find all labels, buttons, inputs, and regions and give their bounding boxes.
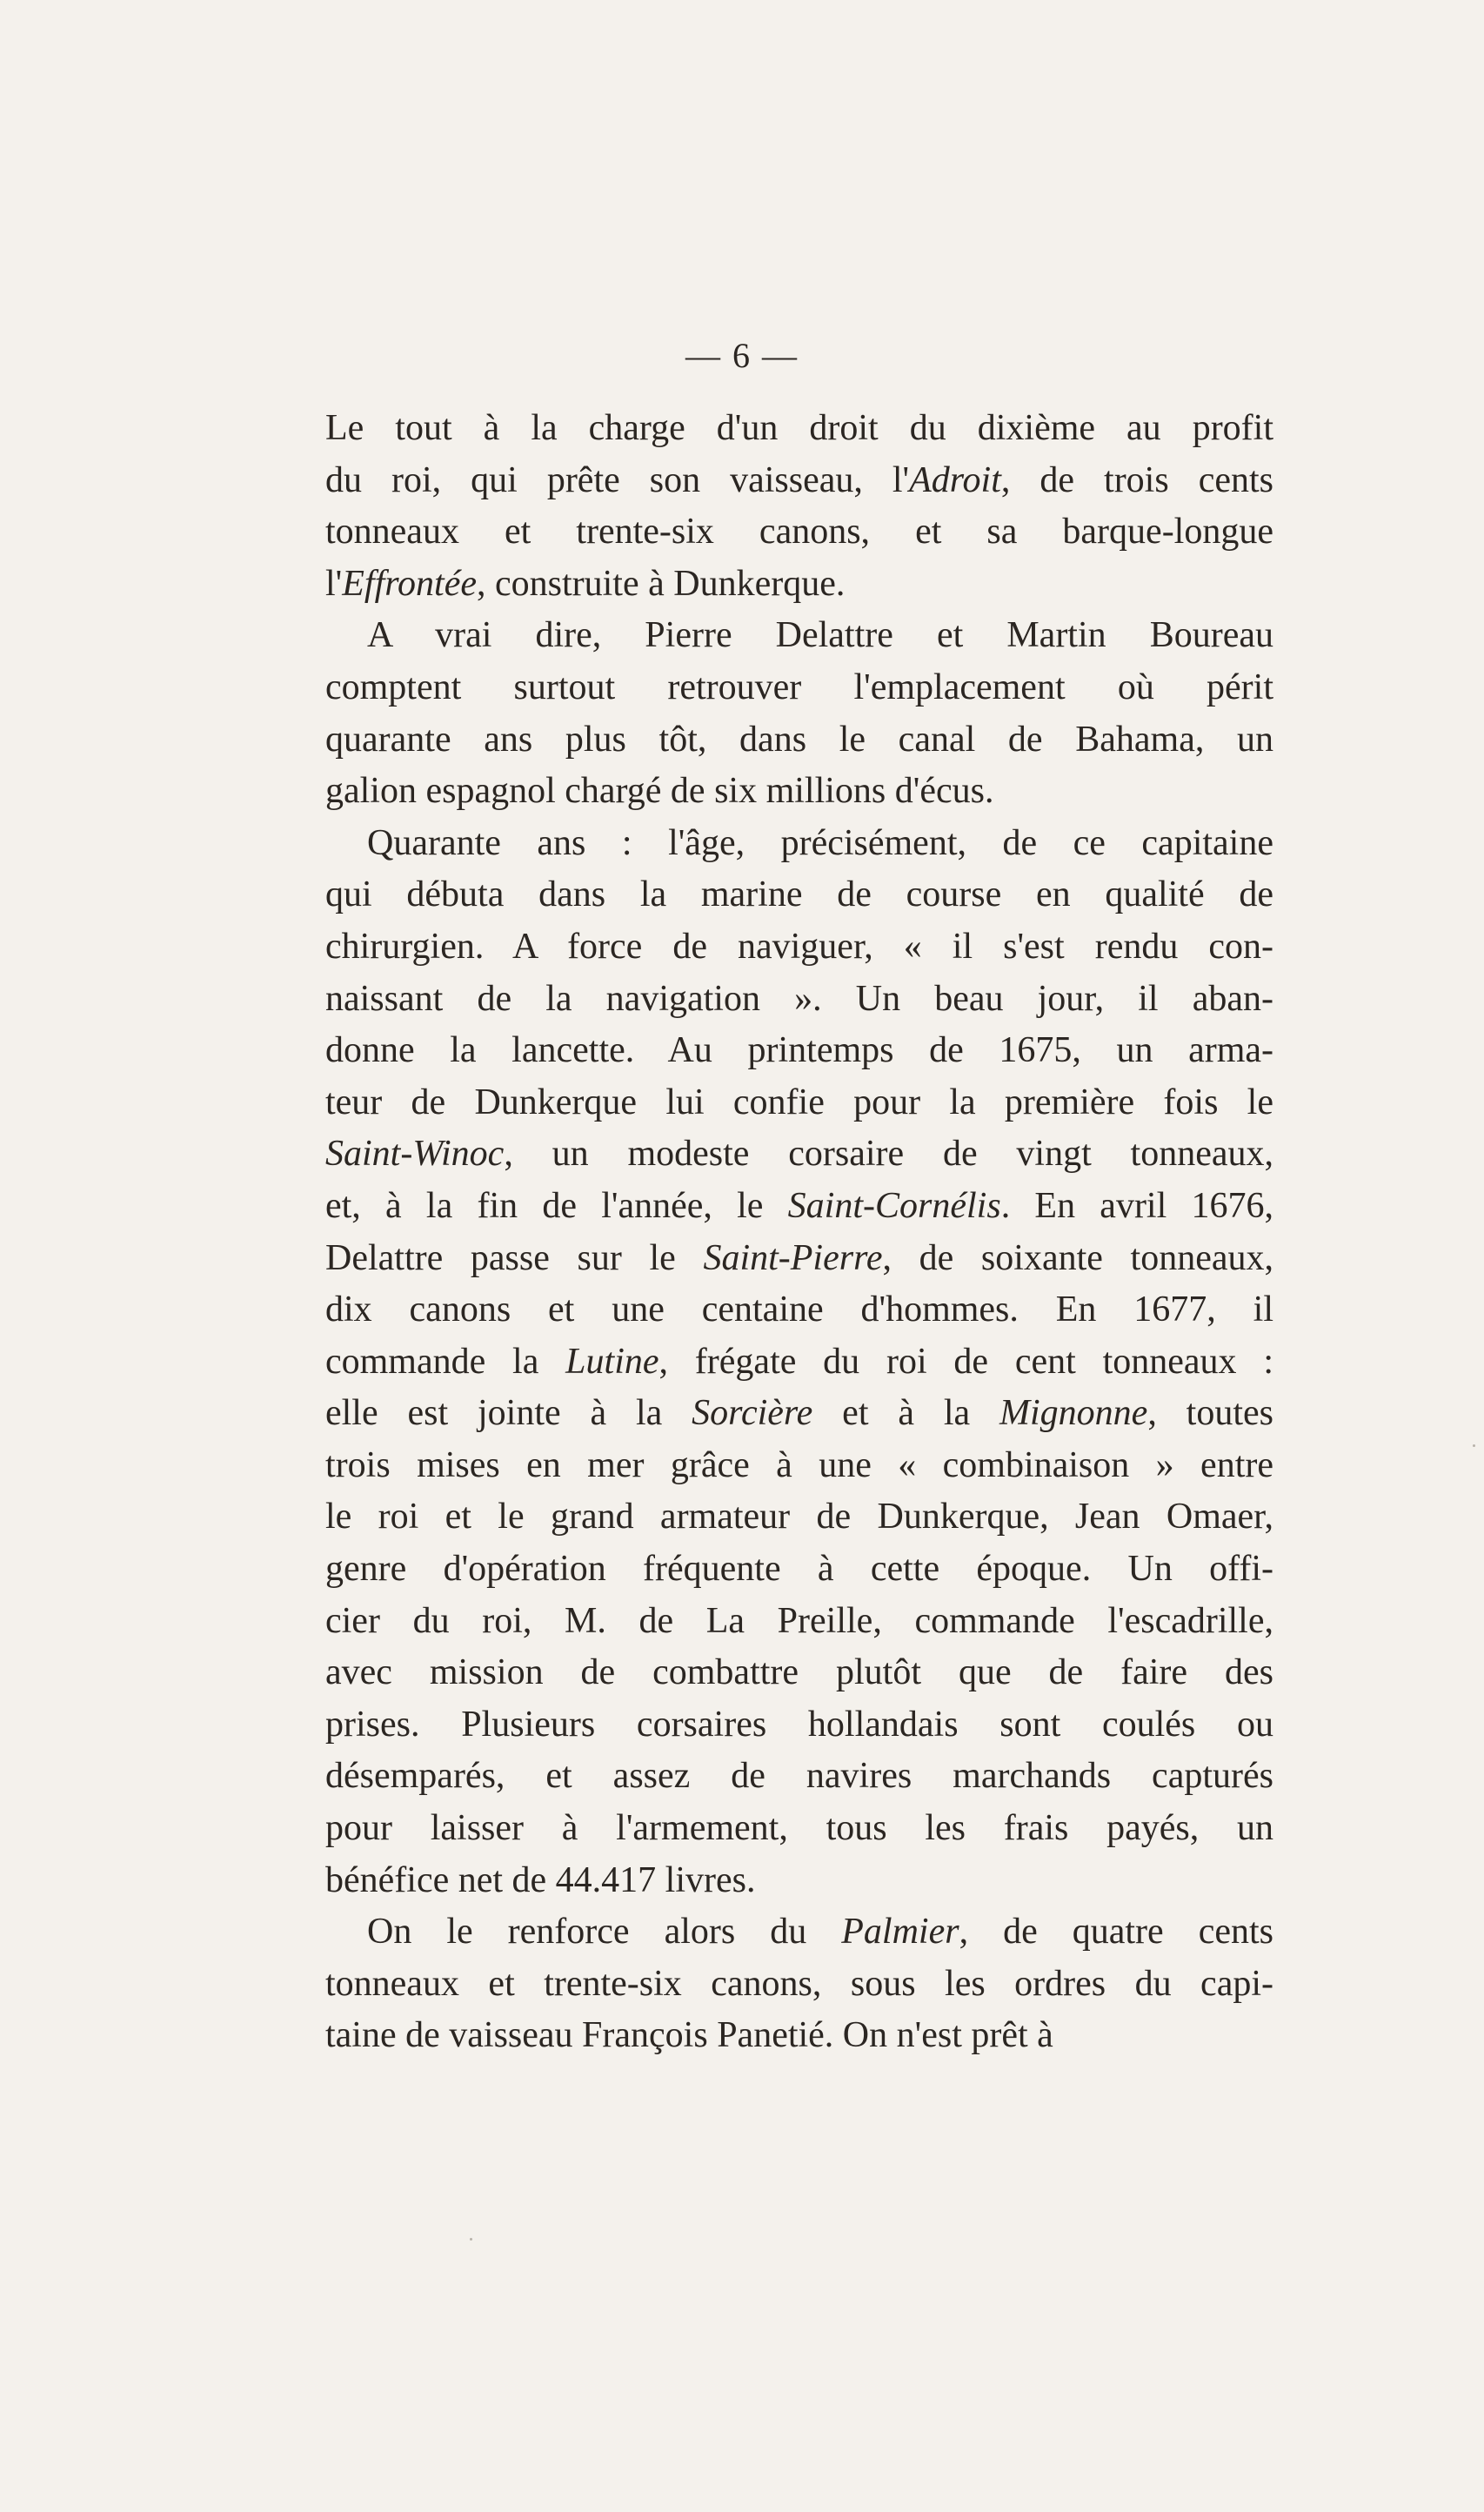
text-line	[325, 1129, 1273, 1181]
text-line	[325, 714, 1273, 767]
text-line	[325, 455, 1273, 507]
paragraph-2	[325, 610, 1273, 817]
page-number: — 6 —	[685, 336, 799, 375]
text-line	[325, 1544, 1273, 1596]
italic-segment: Saint-Winoc	[325, 1134, 505, 1175]
italic-segment: Adroit	[909, 459, 1001, 500]
paper-speck	[470, 2238, 472, 2241]
text-line	[325, 1906, 1273, 1959]
text-segment: teur de Dunkerque lui confie pour la première fois le	[325, 1082, 1273, 1122]
text-segment: dix canons et une centaine d'hommes. En 1677, il	[325, 1289, 1273, 1330]
text-line	[325, 1596, 1273, 1648]
body-text	[325, 403, 1273, 2062]
paragraph-3	[325, 818, 1273, 1906]
text-line	[325, 1855, 1273, 1907]
text-segment: l'	[325, 563, 343, 604]
text-segment: du roi, qui prête son vaisseau, l'	[325, 459, 910, 500]
text-segment: tonneaux et trente-six canons, et sa barque-longue	[325, 512, 1273, 553]
text-segment: , de trois cents	[1000, 459, 1273, 500]
text-line	[325, 1699, 1273, 1752]
text-line	[325, 559, 1273, 611]
text-line	[325, 1491, 1273, 1544]
italic-segment: Sorcière	[692, 1393, 813, 1434]
italic-segment: Palmier	[841, 1912, 959, 1953]
text-segment: chirurgien. A force de naviguer, « il s'est rendu con-	[325, 926, 1273, 967]
text-segment: comptent surtout retrouver l'emplacement où périt	[325, 667, 1273, 707]
text-line	[325, 2010, 1273, 2062]
text-segment: bénéfice net de 44.417 livres.	[325, 1859, 756, 1900]
text-segment: elle est jointe à la	[325, 1393, 692, 1434]
text-segment: taine de vaisseau François Panetié. On n'est prêt à	[325, 2015, 1053, 2056]
text-segment: qui débuta dans la marine de course en qualité de	[325, 874, 1273, 915]
text-segment: , frégate du roi de cent tonneaux :	[658, 1341, 1274, 1382]
text-segment: donne la lancette. Au printemps de 1675, un arma-	[325, 1030, 1273, 1071]
text-line	[325, 1647, 1273, 1699]
text-line	[325, 921, 1273, 974]
text-segment: , de soixante tonneaux,	[882, 1237, 1273, 1278]
italic-segment: Lutine	[565, 1341, 659, 1382]
text-segment: et à la	[812, 1393, 1000, 1434]
text-segment: Le tout à la charge d'un droit du dixième au profit	[325, 408, 1273, 448]
text-line	[325, 1803, 1273, 1855]
text-line	[325, 506, 1273, 559]
paragraph-1	[325, 403, 1273, 610]
text-segment: . En avril 1676,	[1000, 1185, 1274, 1226]
text-segment: A vrai dire, Pierre Delattre et Martin Boureau	[367, 615, 1273, 656]
text-line	[325, 1181, 1273, 1233]
text-line	[325, 974, 1273, 1026]
text-segment: trois mises en mer grâce à une « combinaison » entre	[325, 1444, 1273, 1485]
italic-segment: Saint-Cornélis	[787, 1185, 1001, 1226]
paper-speck	[1473, 1444, 1475, 1447]
text-segment: avec mission de combattre plutôt que de faire des	[325, 1652, 1273, 1693]
paragraph-4	[325, 1906, 1273, 2062]
text-segment: On le renforce alors du	[367, 1912, 842, 1953]
text-segment: cier du roi, M. de La Preille, commande l'escadrille,	[325, 1600, 1273, 1641]
italic-segment: Mignonne	[999, 1393, 1148, 1434]
text-line	[325, 766, 1273, 818]
text-line	[325, 1388, 1273, 1440]
text-segment: quarante ans plus tôt, dans le canal de Bahama, un	[325, 719, 1273, 760]
text-segment: pour laisser à l'armement, tous les frais payés, un	[325, 1808, 1273, 1849]
text-line	[325, 1440, 1273, 1492]
text-line	[325, 1233, 1273, 1285]
text-segment: genre d'opération fréquente à cette époque. Un offi-	[325, 1549, 1273, 1590]
text-line	[325, 818, 1273, 870]
text-segment: désemparés, et assez de navires marchands capturés	[325, 1756, 1273, 1797]
text-line	[325, 1751, 1273, 1803]
text-segment: le roi et le grand armateur de Dunkerque, Jean Omaer,	[325, 1497, 1273, 1537]
text-segment: Quarante ans : l'âge, précisément, de ce capitaine	[367, 822, 1273, 863]
text-segment: tonneaux et trente-six canons, sous les ordres du capi-	[325, 1963, 1273, 2004]
text-segment: , construite à Dunkerque.	[476, 563, 846, 604]
italic-segment: Saint-Pierre	[703, 1237, 883, 1278]
text-line	[325, 610, 1273, 662]
text-line	[325, 1077, 1273, 1129]
text-line	[325, 869, 1273, 921]
text-segment: , de quatre cents	[959, 1912, 1273, 1953]
text-segment: naissant de la navigation ». Un beau jour, il aban-	[325, 978, 1273, 1019]
italic-segment: Effrontée	[342, 563, 477, 604]
text-segment: Delattre passe sur le	[325, 1237, 704, 1278]
text-line	[325, 403, 1273, 455]
text-line	[325, 1336, 1273, 1389]
text-segment: commande la	[325, 1341, 566, 1382]
text-segment: galion espagnol chargé de six millions d'écus.	[325, 771, 994, 812]
text-segment: prises. Plusieurs corsaires hollandais sont coulés ou	[325, 1704, 1273, 1745]
text-line	[325, 1959, 1273, 2011]
text-segment: , toutes	[1147, 1393, 1273, 1434]
text-line	[325, 662, 1273, 714]
text-segment: et, à la fin de l'année, le	[325, 1185, 788, 1226]
text-segment: , un modeste corsaire de vingt tonneaux,	[504, 1134, 1273, 1175]
text-line	[325, 1284, 1273, 1336]
text-line	[325, 1025, 1273, 1077]
